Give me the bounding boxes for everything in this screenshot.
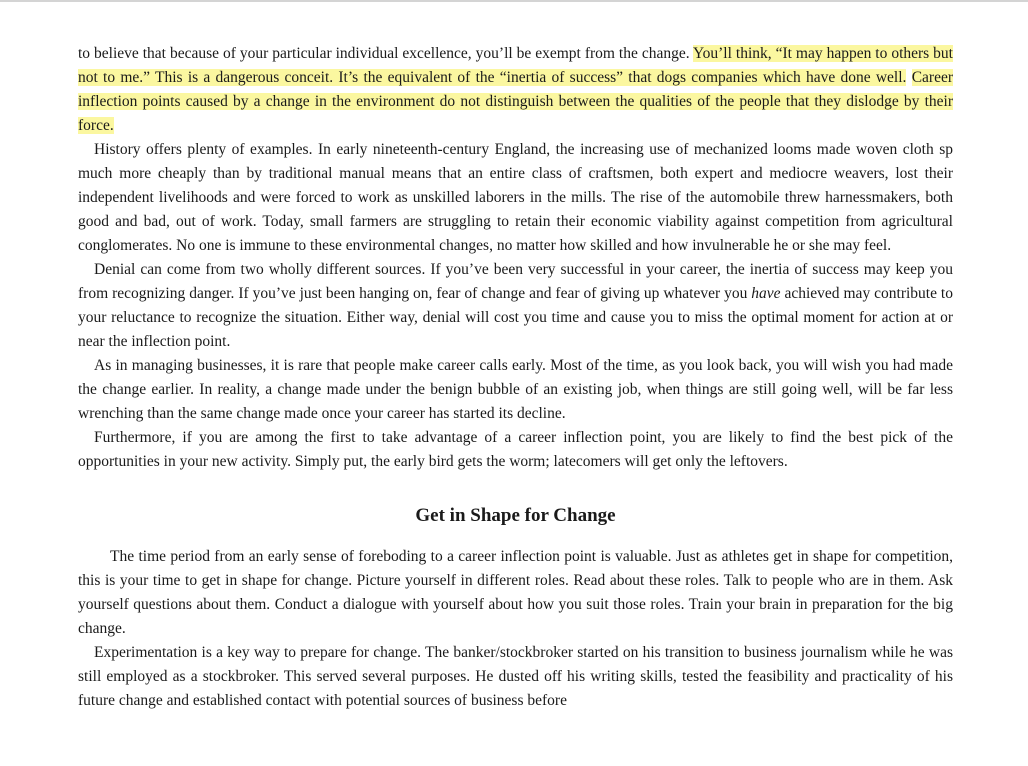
paragraph-3 [78,258,953,354]
paragraph-1-text: to believe that because of your particular individual excellence, you’ll be exempt from the change. [78,45,693,62]
paragraph-5: Furthermore, if you are among the first to take advantage of a career inflection point, you are likely to find the best pick of the opportunities in your new activity. Simply put, the early bird gets the worm; latecomers will get only the leftovers. [78,429,953,470]
highlight-gap [906,69,911,86]
paragraph-3-text-b: achieved may contribute to your reluctance to recognize the situation. Either way, denial will cost you time and cause you to miss the optimal moment for action at or near the inflection point. [78,285,953,350]
paragraph-2: History offers plenty of examples. In early nineteenth-century England, the increasing use of mechanized looms made woven cloth sp much more cheaply than by traditional manual means that an entire class of craftsmen, both expert and mediocre weavers, lost their independent livelihoods and were forced to work as unskilled laborers in the mills. The rise of the automobile threw harnessmakers, both good and bad, out of work. Today, small farmers are struggling to retain their economic viability against competition from agricultural conglomerates. No one is immune to these environmental changes, no matter how skilled and how invulnerable he or she may feel. [78,141,953,254]
paragraph-1 [78,42,953,138]
document-page [78,42,953,713]
paragraph-4: As in managing businesses, it is rare that people make career calls early. Most of the time, as you look back, you will wish you had made the change earlier. In reality, a change made under the benign bubble of an existing job, when things are still going well, will be far less wrenching than the same change made once your career has started its decline. [78,357,953,422]
section-heading: Get in Shape for Change [415,505,616,526]
emphasis-have: have [751,285,781,302]
paragraph-7: Experimentation is a key way to prepare for change. The banker/stockbroker started on his transition to business journalism while he was still employed as a stockbroker. This served several purposes. He dusted off his writing skills, tested the feasibility and practicality of his future change and established contact with potential sources of business before [78,644,953,709]
paragraph-3-text-a: Denial can come from two wholly different sources. If you’ve been very successful in your career, the inertia of success may keep you from recognizing danger. If you’ve just been hanging on, fear of change and fear of giving up whatever you [78,261,953,302]
paragraph-6: The time period from an early sense of foreboding to a career inflection point is valuable. Just as athletes get in shape for competition, this is your time to get in shape for change. Picture yourself in different roles. Read about these roles. Talk to people who are in them. Ask yourself questions about them. Conduct a dialogue with yourself about how you suit those roles. Train your brain in preparation for the big change. [78,548,953,637]
window-top-border [0,0,1028,2]
highlight-1[interactable]: You’ll think, “It may happen to others but not to me.” This is a dangerous conceit. It’s the equivalent of the “inertia of success” that dogs companies which have done well. [78,45,953,86]
highlight-2[interactable]: Career inflection points caused by a change in the environment do not distinguish between the qualities of the people that they dislodge by their force. [78,69,954,134]
